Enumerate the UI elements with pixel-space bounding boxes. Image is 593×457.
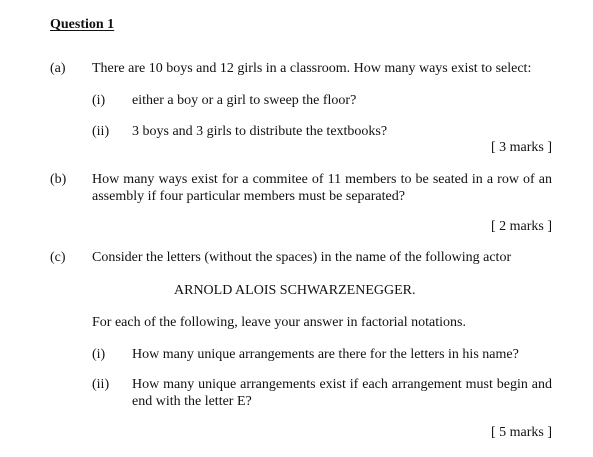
part-a-marks: [ 3 marks ] bbox=[490, 140, 552, 155]
part-b-marks: [ 2 marks ] bbox=[490, 219, 552, 234]
part-c-i-label: (i) bbox=[92, 347, 106, 362]
question-title: Question 1 bbox=[50, 17, 115, 32]
part-b-label: (b) bbox=[50, 172, 67, 187]
part-a-ii-text: 3 boys and 3 girls to distribute the textbooks? bbox=[132, 124, 388, 139]
part-a-label: (a) bbox=[50, 61, 66, 76]
part-b-text: How many ways exist for a commitee of 11 members to be seated in a row of an assembly if four particular members must be separated? bbox=[92, 172, 552, 204]
part-a-i-label: (i) bbox=[92, 93, 106, 108]
part-c-text: Consider the letters (without the spaces) in the name of the following actor bbox=[92, 250, 512, 265]
part-a-text: There are 10 boys and 12 girls in a classroom. How many ways exist to select: bbox=[92, 61, 532, 76]
part-c-ii-label: (ii) bbox=[92, 377, 110, 392]
part-c-marks: [ 5 marks ] bbox=[490, 425, 552, 440]
part-a-ii-label: (ii) bbox=[92, 124, 110, 139]
actor-name: ARNOLD ALOIS SCHWARZENEGGER. bbox=[174, 283, 416, 298]
part-c-ii-text: How many unique arrangements exist if each arrangement must begin and end with the letter E? bbox=[132, 377, 552, 409]
part-c-label: (c) bbox=[50, 250, 66, 265]
part-c-i-text: How many unique arrangements are there for the letters in his name? bbox=[132, 347, 519, 362]
part-c-instruction: For each of the following, leave your answer in factorial notations. bbox=[92, 315, 466, 330]
part-a-i-text: either a boy or a girl to sweep the floor? bbox=[132, 93, 357, 108]
